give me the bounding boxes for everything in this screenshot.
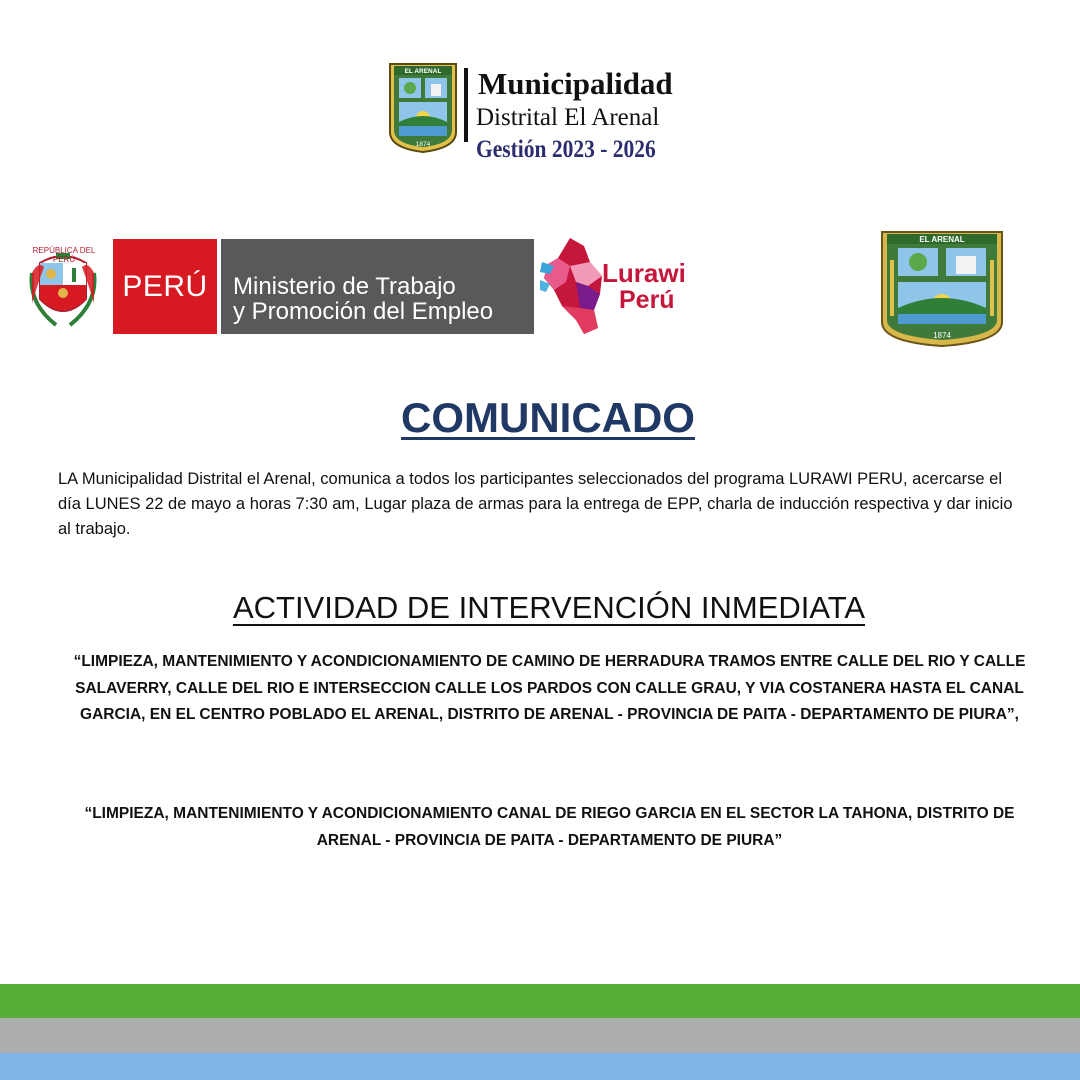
el-arenal-shield-large-logo <box>880 230 1004 348</box>
ministry-brand-block <box>221 239 534 334</box>
el-arenal-shield-logo <box>388 62 458 154</box>
lurawi-wordmark-line-2: Perú <box>619 286 675 314</box>
ministry-line-1: Ministerio de Trabajo <box>233 273 456 300</box>
header-line-distrital: Distrital El Arenal <box>476 104 660 131</box>
announcement-intro-paragraph: LA Municipalidad Distrital el Arenal, comunica a todos los participantes seleccionados del programa LURAWI PERU, acercarse el día LUNES 22 de mayo a horas 7:30 am, Lugar plaza de armas para la entrega de EPP, charla de inducción respectiva y dar inicio al trabajo. <box>58 470 1013 538</box>
shield-text-top: EL ARENAL <box>404 68 442 75</box>
lurawi-wordmark-line-1: Lurawi <box>602 258 686 288</box>
municipality-header <box>388 62 708 162</box>
activity-heading: ACTIVIDAD DE INTERVENCIÓN INMEDIATA <box>232 590 866 625</box>
footer-stripe-green <box>0 984 1080 1018</box>
footer-stripe-blue <box>0 1053 1080 1080</box>
footer-stripe-gray <box>0 1018 1080 1053</box>
shield-text-bottom: 1874 <box>415 141 431 148</box>
lurawi-peru-map-icon <box>540 236 606 336</box>
activity-description-1: “LIMPIEZA, MANTENIMIENTO Y ACONDICIONAMIENTO DE CAMINO DE HERRADURA TRAMOS ENTRE CALLE DEL RIO Y CALLE SALAVERRY, CALLE DEL RIO E INTERSECCION CALLE LOS PARDOS CON CALLE GRAU, Y VIA COSTANERA HASTA EL CANAL GARCIA, EN EL CENTRO POBLADO EL ARENAL, DISTRITO DE ARENAL - PROVINCIA DE PAITA - DEPARTAMENTO DE PIURA”, <box>73 653 1026 723</box>
header-line-gestion: Gestión 2023 - 2026 <box>476 136 656 163</box>
coat-of-arms-caption: REPÚBLICA DEL PERÚ <box>32 246 96 264</box>
large-shield-text-bottom: 1874 <box>933 331 951 340</box>
announcement-title: COMUNICADO <box>401 394 695 441</box>
activity-description-2: “LIMPIEZA, MANTENIMIENTO Y ACONDICIONAMIENTO CANAL DE RIEGO GARCIA EN EL SECTOR LA TAHONA, DISTRITO DE ARENAL - PROVINCIA DE PAITA - DEPARTAMENTO DE PIURA” <box>84 805 1015 849</box>
large-shield-text-top: EL ARENAL <box>919 235 965 244</box>
header-divider <box>464 68 468 142</box>
peru-brand-block <box>113 239 217 334</box>
ministry-line-2: y Promoción del Empleo <box>233 298 494 325</box>
peru-label: PERÚ <box>122 269 208 303</box>
header-line-municipalidad: Municipalidad <box>478 66 673 101</box>
